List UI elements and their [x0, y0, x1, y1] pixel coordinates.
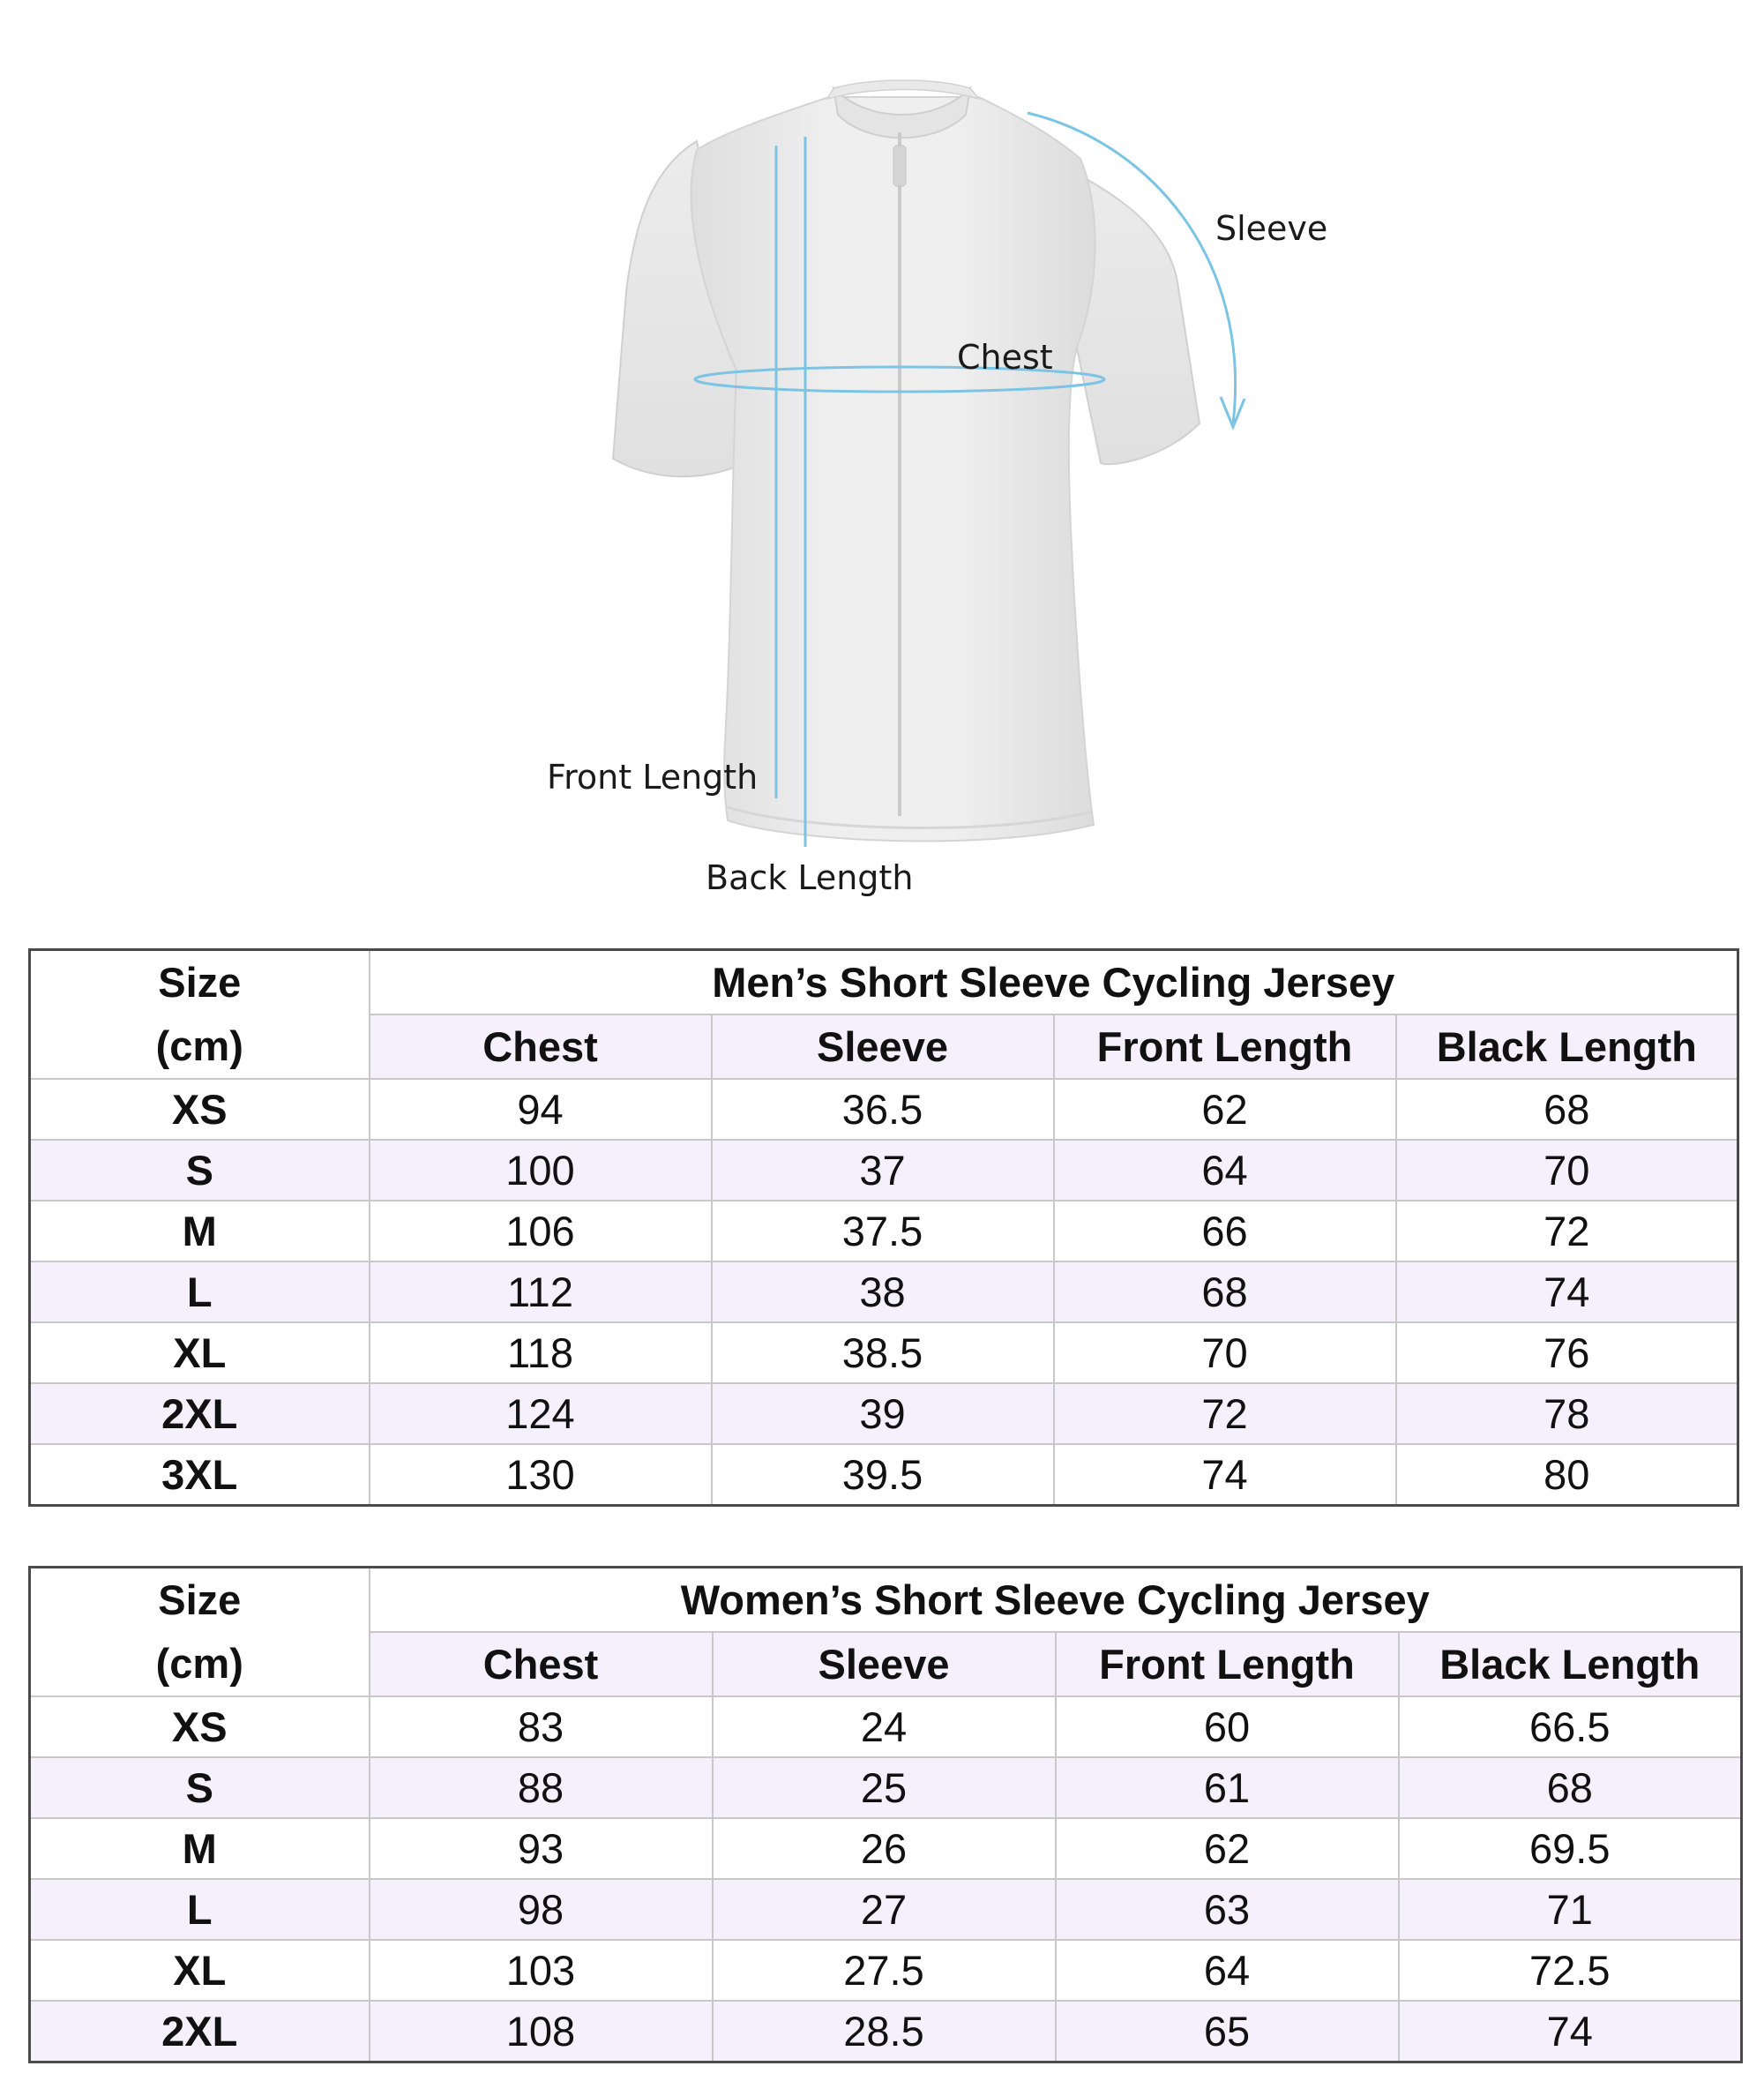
table-cell: 28.5: [713, 2001, 1056, 2062]
table-row: [30, 1261, 1738, 1322]
table-row: [30, 1757, 1742, 1818]
table-cell: 74: [1054, 1444, 1396, 1506]
zipper-pull: [893, 146, 906, 186]
table-cell: 72: [1054, 1383, 1396, 1444]
table-cell: 68: [1396, 1079, 1738, 1140]
table-cell: 93: [370, 1818, 713, 1879]
table-cell: 70: [1054, 1322, 1396, 1383]
table-cell: 25: [713, 1757, 1056, 1818]
table-cell: 112: [370, 1261, 712, 1322]
table-cell: 63: [1056, 1879, 1399, 1940]
table-row: [30, 1940, 1742, 2001]
jersey-diagram: [0, 0, 1764, 917]
table-row: [30, 1444, 1738, 1506]
table-cell: 39.5: [712, 1444, 1054, 1506]
table-cell: 74: [1396, 1261, 1738, 1322]
size-cell: XL: [30, 1322, 370, 1383]
jersey-body: [691, 97, 1095, 842]
table-cell: 37: [712, 1140, 1054, 1201]
table-cell: 72.5: [1399, 1940, 1742, 2001]
column-header: Sleeve: [713, 1632, 1056, 1696]
table-cell: 88: [370, 1757, 713, 1818]
column-header: Front Length: [1056, 1632, 1399, 1696]
table-cell: 69.5: [1399, 1818, 1742, 1879]
table-cell: 83: [370, 1696, 713, 1757]
size-cell: XS: [30, 1696, 370, 1757]
size-unit-header: [30, 950, 370, 1080]
size-unit-header: [30, 1568, 370, 1697]
table-cell: 66.5: [1399, 1696, 1742, 1757]
table-cell: 62: [1056, 1818, 1399, 1879]
womens-size-table: [28, 1566, 1743, 2063]
table-cell: 66: [1054, 1201, 1396, 1261]
table-row: [30, 1383, 1738, 1444]
table-row: [30, 1696, 1742, 1757]
table-row: [30, 1879, 1742, 1940]
table-cell: 68: [1054, 1261, 1396, 1322]
table-title: Women’s Short Sleeve Cycling Jersey: [370, 1568, 1742, 1633]
table-cell: 80: [1396, 1444, 1738, 1506]
table-cell: 64: [1054, 1140, 1396, 1201]
table-cell: 61: [1056, 1757, 1399, 1818]
jersey-diagram-svg: [0, 0, 1764, 917]
table-cell: 36.5: [712, 1079, 1054, 1140]
jersey-collar-back: [827, 80, 979, 99]
table-cell: 103: [370, 1940, 713, 2001]
table-cell: 98: [370, 1879, 713, 1940]
table-title-row: [30, 950, 1738, 1015]
column-header: Chest: [370, 1632, 713, 1696]
table-row: [30, 1079, 1738, 1140]
table-row: [30, 1322, 1738, 1383]
unit-label: (cm): [155, 1022, 243, 1069]
table-cell: 124: [370, 1383, 712, 1444]
table-cell: 60: [1056, 1696, 1399, 1757]
table-cell: 70: [1396, 1140, 1738, 1201]
column-header: Chest: [370, 1014, 712, 1079]
table-cell: 78: [1396, 1383, 1738, 1444]
size-cell: L: [30, 1879, 370, 1940]
table-cell: 68: [1399, 1757, 1742, 1818]
column-header: Black Length: [1399, 1632, 1742, 1696]
table-cell: 76: [1396, 1322, 1738, 1383]
size-cell: M: [30, 1818, 370, 1879]
table-cell: 38: [712, 1261, 1054, 1322]
table-row: [30, 1818, 1742, 1879]
table-row: [30, 1201, 1738, 1261]
table-row: [30, 1140, 1738, 1201]
table-cell: 108: [370, 2001, 713, 2062]
table-title: Men’s Short Sleeve Cycling Jersey: [370, 950, 1738, 1015]
size-cell: 2XL: [30, 1383, 370, 1444]
table-cell: 38.5: [712, 1322, 1054, 1383]
size-cell: S: [30, 1140, 370, 1201]
sleeve-arrowhead: [1221, 397, 1245, 427]
table-cell: 106: [370, 1201, 712, 1261]
column-header: Sleeve: [712, 1014, 1054, 1079]
table-cell: 65: [1056, 2001, 1399, 2062]
table-cell: 100: [370, 1140, 712, 1201]
jersey-illustration: [613, 80, 1200, 842]
table-cell: 74: [1399, 2001, 1742, 2062]
table-cell: 72: [1396, 1201, 1738, 1261]
table-cell: 94: [370, 1079, 712, 1140]
size-cell: XL: [30, 1940, 370, 2001]
table-cell: 26: [713, 1818, 1056, 1879]
size-label: Size: [158, 1576, 242, 1623]
front-length-label: Front Length: [547, 758, 759, 797]
size-cell: 3XL: [30, 1444, 370, 1506]
table-cell: 130: [370, 1444, 712, 1506]
size-cell: L: [30, 1261, 370, 1322]
mens-size-table: [28, 948, 1739, 1507]
table-cell: 27: [713, 1879, 1056, 1940]
table-row: [30, 2001, 1742, 2062]
table-cell: 71: [1399, 1879, 1742, 1940]
unit-label: (cm): [155, 1640, 243, 1687]
column-header: Black Length: [1396, 1014, 1738, 1079]
table-cell: 118: [370, 1322, 712, 1383]
table-cell: 39: [712, 1383, 1054, 1444]
size-cell: M: [30, 1201, 370, 1261]
table-cell: 24: [713, 1696, 1056, 1757]
size-cell: 2XL: [30, 2001, 370, 2062]
table-title-row: [30, 1568, 1742, 1633]
chest-label: Chest: [957, 338, 1053, 377]
size-cell: XS: [30, 1079, 370, 1140]
column-header: Front Length: [1054, 1014, 1396, 1079]
table-cell: 37.5: [712, 1201, 1054, 1261]
size-label: Size: [158, 959, 242, 1006]
table-cell: 62: [1054, 1079, 1396, 1140]
table-cell: 27.5: [713, 1940, 1056, 2001]
back-length-label: Back Length: [706, 858, 914, 897]
sleeve-label: Sleeve: [1215, 209, 1328, 248]
size-cell: S: [30, 1757, 370, 1818]
table-cell: 64: [1056, 1940, 1399, 2001]
